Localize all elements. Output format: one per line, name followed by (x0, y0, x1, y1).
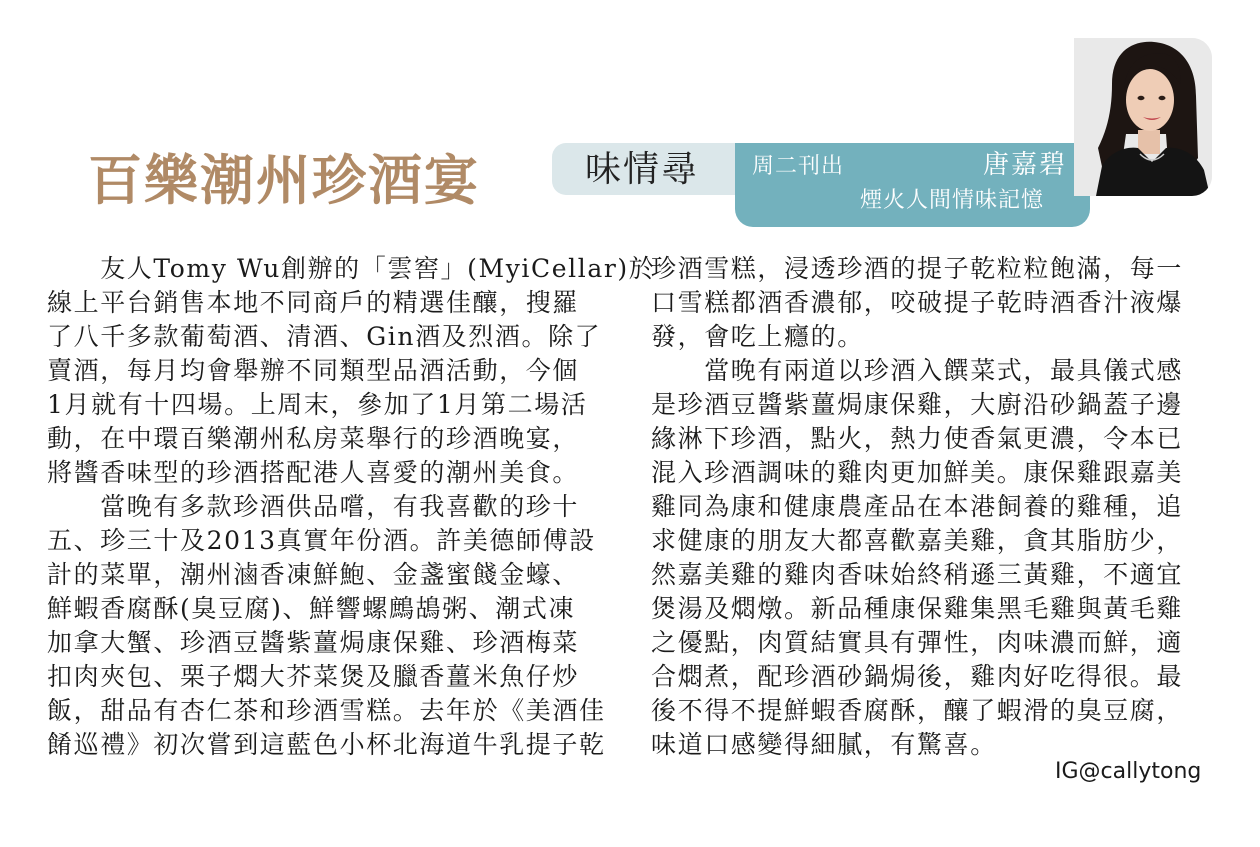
author-photo (1074, 38, 1212, 196)
article-line: 之優點，肉質結實具有彈性，肉味濃而鮮，適 (651, 628, 1184, 657)
article-line: 是珍酒豆醬紫薑焗康保雞，大廚沿砂鍋蓋子邊 (651, 390, 1184, 419)
article-line: 當晚有多款珍酒供品嚐，有我喜歡的珍十 (47, 492, 580, 521)
column-name: 味情尋 (585, 149, 700, 190)
article-line: 線上平台銷售本地不同商戶的精選佳釀，搜羅 (47, 288, 580, 317)
article-line: 將醬香味型的珍酒搭配港人喜愛的潮州美食。 (47, 458, 580, 487)
article-line: 當晚有兩道以珍酒入饌菜式，最具儀式感 (651, 356, 1184, 385)
article-line: 緣淋下珍酒，點火，熱力使香氣更濃，令本已 (651, 424, 1184, 453)
author-name: 唐嘉碧 (983, 150, 1068, 180)
article-line: 合燜煮，配珍酒砂鍋焗後，雞肉好吃得很。最 (651, 662, 1184, 691)
article-line: 口雪糕都酒香濃郁，咬破提子乾時酒香汁液爆 (651, 288, 1184, 317)
article-line: 扣肉夾包、栗子燜大芥菜煲及臘香薑米魚仔炒 (47, 662, 580, 691)
article-line: 加拿大蟹、珍酒豆醬紫薑焗康保雞、珍酒梅菜 (47, 628, 580, 657)
publication-schedule: 周二刊出 (752, 154, 845, 179)
article-line: 飯，甜品有杏仁茶和珍酒雪糕。去年於《美酒佳 (47, 696, 606, 725)
article-line: 珍酒雪糕，浸透珍酒的提子乾粒粒飽滿，每一 (651, 254, 1184, 283)
article-line: 計的菜單，潮州滷香凍鮮鮑、金盞蜜餞金蠔、 (47, 560, 580, 589)
article-line: 然嘉美雞的雞肉香味始終稍遜三黃雞，不適宜 (651, 560, 1184, 589)
article-line: 雞同為康和健康農產品在本港飼養的雞種，追 (651, 492, 1184, 521)
article-line: 求健康的朋友大都喜歡嘉美雞，貪其脂肪少， (651, 526, 1184, 555)
article-line: 煲湯及燜燉。新品種康保雞集黑毛雞與黃毛雞 (651, 594, 1184, 623)
article-line: 後不得不提鮮蝦香腐酥，釀了蝦滑的臭豆腐， (651, 696, 1184, 725)
article-line: 發，會吃上癮的。 (651, 322, 864, 351)
article-line: 混入珍酒調味的雞肉更加鮮美。康保雞跟嘉美 (651, 458, 1184, 487)
article-line: 1月就有十四場。上周末，參加了1月第二場活 (47, 390, 588, 419)
article-headline: 百樂潮州珍酒宴 (88, 149, 480, 212)
article-line: 鮮蝦香腐酥(臭豆腐)、鮮響螺鷓鴣粥、潮式凍 (47, 594, 576, 623)
article-line: 味道口感變得細膩，有驚喜。 (651, 730, 997, 759)
article-line: 動，在中環百樂潮州私房菜舉行的珍酒晚宴， (47, 424, 580, 453)
article-line: 友人Tomy Wu創辦的「雲窖」(MyiCellar)於 (47, 254, 656, 283)
column-tagline: 煙火人間情味記憶 (860, 188, 1045, 213)
author-portrait-icon (1074, 38, 1212, 196)
author-signature: IG@callytong (1055, 759, 1202, 784)
article-line: 賣酒，每月均會舉辦不同類型品酒活動，今個 (47, 356, 580, 385)
article-right-column (651, 252, 1183, 762)
article-line: 五、珍三十及2013真實年份酒。許美德師傅設 (47, 526, 596, 555)
article-left-column (47, 252, 655, 762)
article-line: 了八千多款葡萄酒、清酒、Gin酒及烈酒。除了 (47, 322, 602, 351)
article-line: 餚巡禮》初次嘗到這藍色小杯北海道牛乳提子乾 (47, 730, 606, 759)
